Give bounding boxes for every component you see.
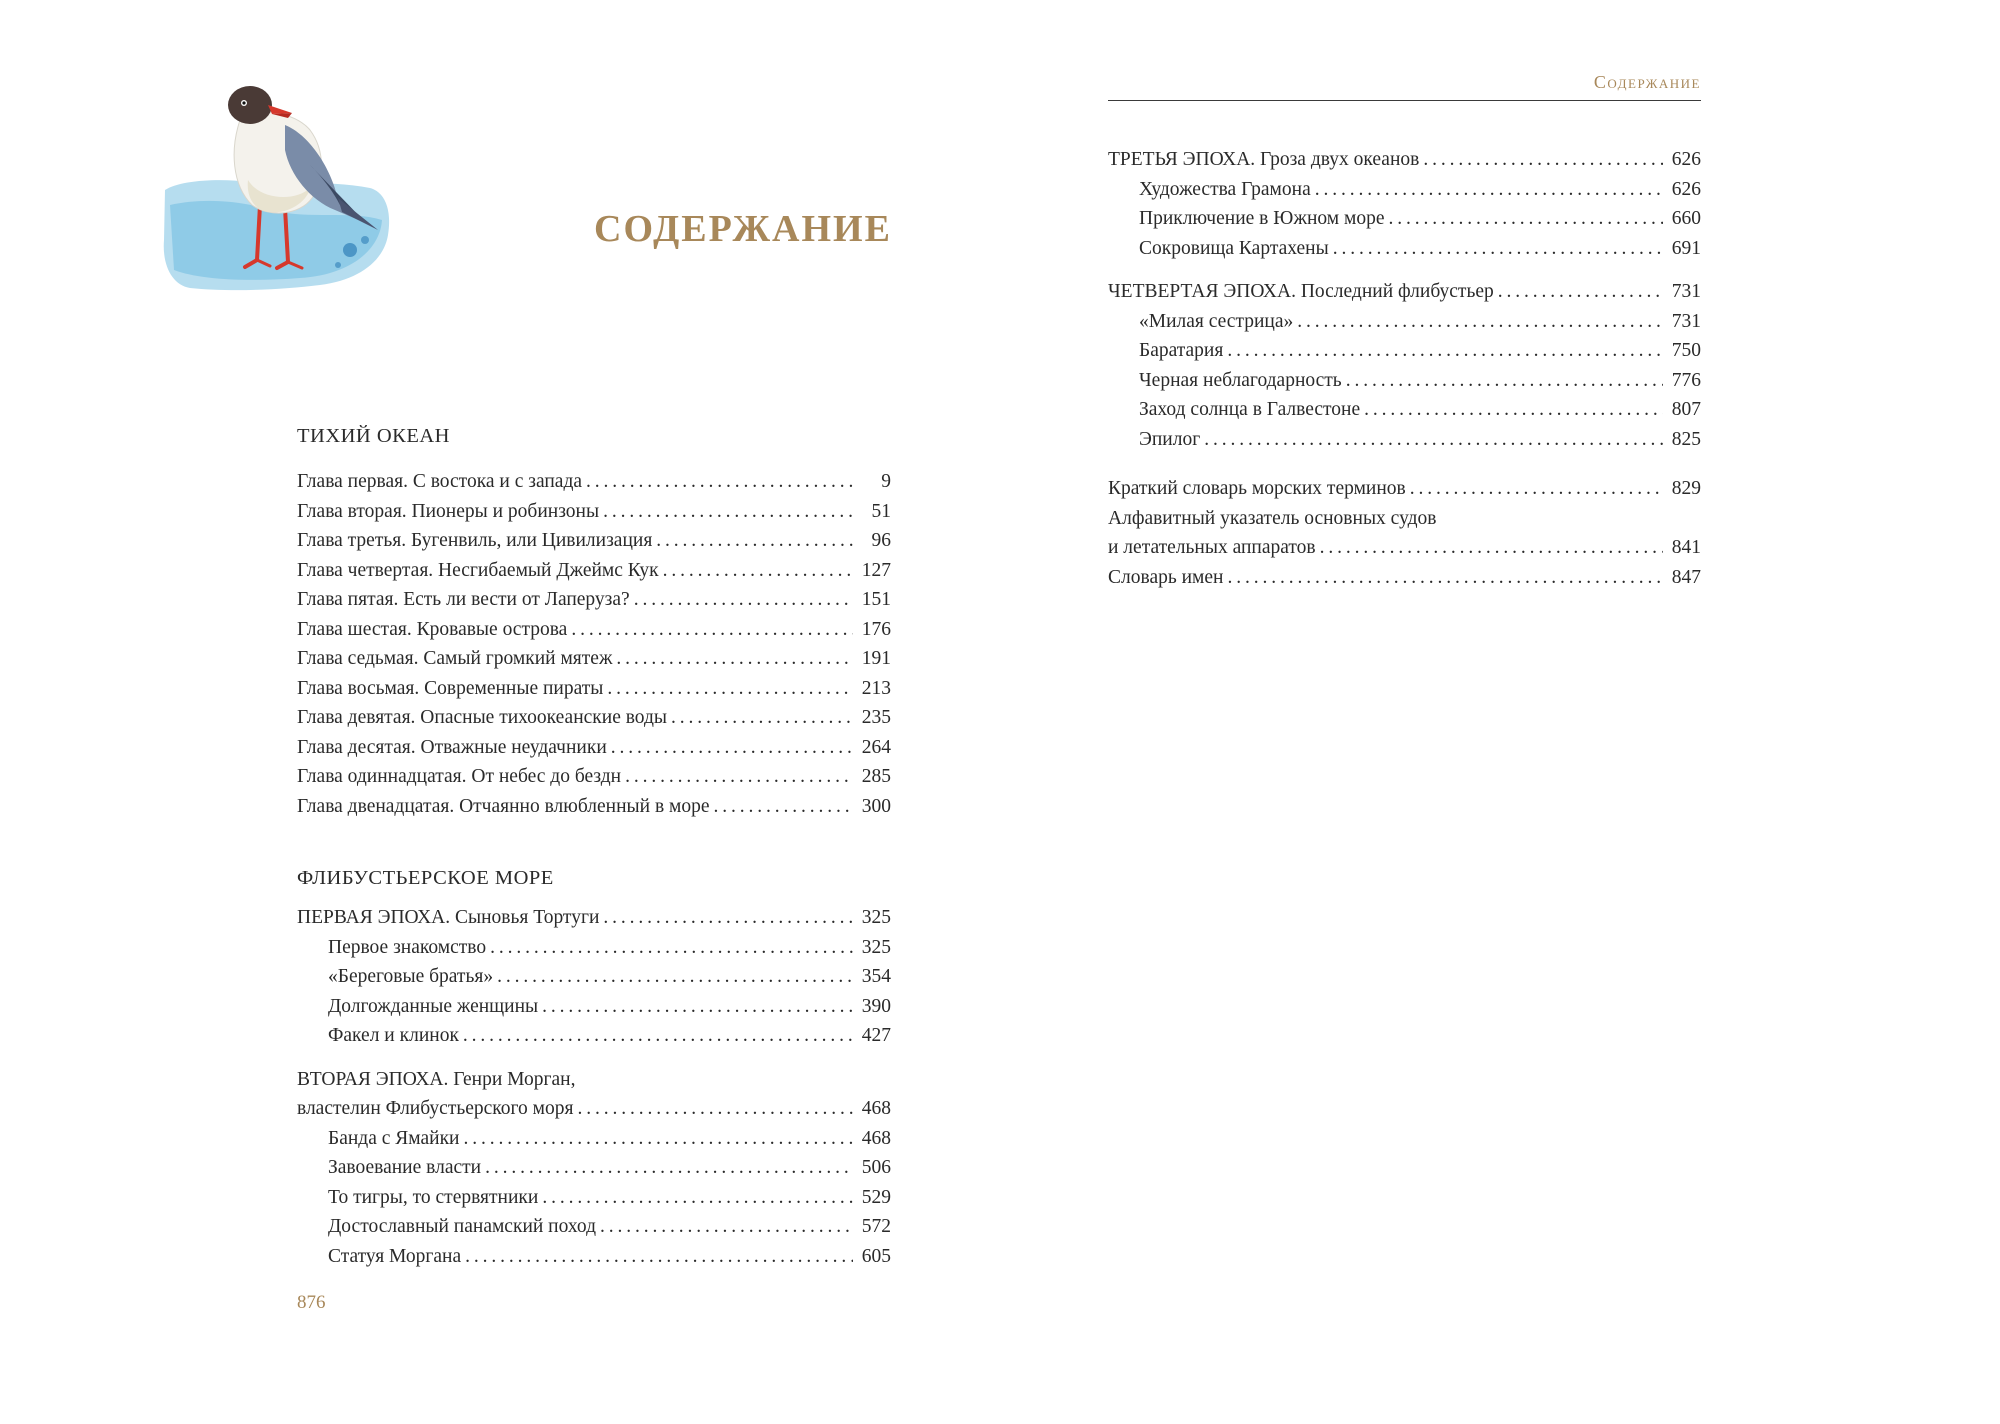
toc-entry[interactable]: Достославный панамский поход . . . 572 xyxy=(297,1212,891,1242)
toc-pacific xyxy=(297,467,891,821)
toc-entry[interactable]: Глава восьмая. Современные пираты . . . 213 xyxy=(297,674,891,704)
toc-entry[interactable]: Завоевание власти . . . 506 xyxy=(297,1153,891,1183)
section-heading-buccaneer-sea: ФЛИБУСТЬЕРСКОЕ МОРЕ xyxy=(297,867,554,889)
header-rule xyxy=(1108,100,1701,101)
section-heading-pacific: ТИХИЙ ОКЕАН xyxy=(297,425,450,447)
toc-entry[interactable]: Глава первая. С востока и с запада . . . 9 xyxy=(297,467,891,497)
toc-entry[interactable]: Глава одиннадцатая. От небес до бездн . . . 285 xyxy=(297,762,891,792)
toc-entry[interactable]: Глава десятая. Отважные неудачники . . . 264 xyxy=(297,733,891,763)
toc-entry-era-line1[interactable]: ВТОРАЯ ЭПОХА. Генри Морган, xyxy=(297,1068,576,1090)
toc-entry[interactable]: Глава вторая. Пионеры и робинзоны . . . 51 xyxy=(297,497,891,527)
toc-entry-names[interactable]: Словарь имен . . . 847 xyxy=(1108,563,1701,593)
page-number: 876 xyxy=(297,1292,326,1313)
toc-entry[interactable]: Черная неблагодарность . . . 776 xyxy=(1108,366,1701,396)
toc-entry[interactable]: Первое знакомство . . . 325 xyxy=(297,933,891,963)
toc-entry-era[interactable]: ПЕРВАЯ ЭПОХА. Сыновья Тортуги . . . 325 xyxy=(297,903,891,933)
toc-right xyxy=(1108,145,1701,592)
toc-entry[interactable]: Приключение в Южном море . . . 660 xyxy=(1108,204,1701,234)
toc-entry-glossary[interactable]: Краткий словарь морских терминов . . . 829 xyxy=(1108,474,1701,504)
toc-entry[interactable]: Художества Грамона . . . 626 xyxy=(1108,175,1701,205)
toc-entry[interactable]: Глава девятая. Опасные тихоокеанские воды . . . 235 xyxy=(297,703,891,733)
toc-entry-index-line1[interactable]: Алфавитный указатель основных судов xyxy=(1108,507,1437,529)
toc-entry[interactable]: Баратария . . . 750 xyxy=(1108,336,1701,366)
toc-entry-index[interactable]: и летательных аппаратов . . . 841 xyxy=(1108,533,1701,563)
toc-entry[interactable]: Глава шестая. Кровавые острова . . . 176 xyxy=(297,615,891,645)
toc-entry[interactable]: Банда с Ямайки . . . 468 xyxy=(297,1124,891,1154)
toc-entry[interactable]: Заход солнца в Галвестоне . . . 807 xyxy=(1108,395,1701,425)
toc-entry[interactable]: Статуя Моргана . . . 605 xyxy=(297,1242,891,1272)
toc-entry-era[interactable]: ЧЕТВЕРТАЯ ЭПОХА. Последний флибустьер . . . 731 xyxy=(1108,277,1701,307)
toc-entry[interactable]: Глава двенадцатая. Отчаянно влюбленный в море . . . 300 xyxy=(297,792,891,822)
toc-entry[interactable]: «Милая сестрица» . . . 731 xyxy=(1108,307,1701,337)
toc-entry[interactable]: То тигры, то стервятники . . . 529 xyxy=(297,1183,891,1213)
seagull-illustration xyxy=(160,70,400,300)
running-head: Содержание xyxy=(1593,72,1701,92)
toc-entry[interactable]: Сокровища Картахены . . . 691 xyxy=(1108,234,1701,264)
toc-entry[interactable]: Эпилог . . . 825 xyxy=(1108,425,1701,455)
toc-entry-era[interactable]: властелин Флибустьерского моря . . . 468 xyxy=(297,1094,891,1124)
toc-entry[interactable]: Глава третья. Бугенвиль, или Цивилизация . . . 96 xyxy=(297,526,891,556)
toc-entry[interactable]: Глава седьмая. Самый громкий мятеж . . . 191 xyxy=(297,644,891,674)
main-title: СОДЕРЖАНИЕ xyxy=(594,208,892,250)
toc-entry[interactable]: Глава пятая. Есть ли вести от Лаперуза? . . . 151 xyxy=(297,585,891,615)
toc-buccaneer-sea xyxy=(297,903,891,1271)
toc-entry[interactable]: Факел и клинок . . . 427 xyxy=(297,1021,891,1051)
toc-entry-era[interactable]: ТРЕТЬЯ ЭПОХА. Гроза двух океанов . . . 626 xyxy=(1108,145,1701,175)
toc-entry[interactable]: «Береговые братья» . . . 354 xyxy=(297,962,891,992)
toc-entry[interactable]: Глава четвертая. Несгибаемый Джеймс Кук . . . 127 xyxy=(297,556,891,586)
toc-entry[interactable]: Долгожданные женщины . . . 390 xyxy=(297,992,891,1022)
